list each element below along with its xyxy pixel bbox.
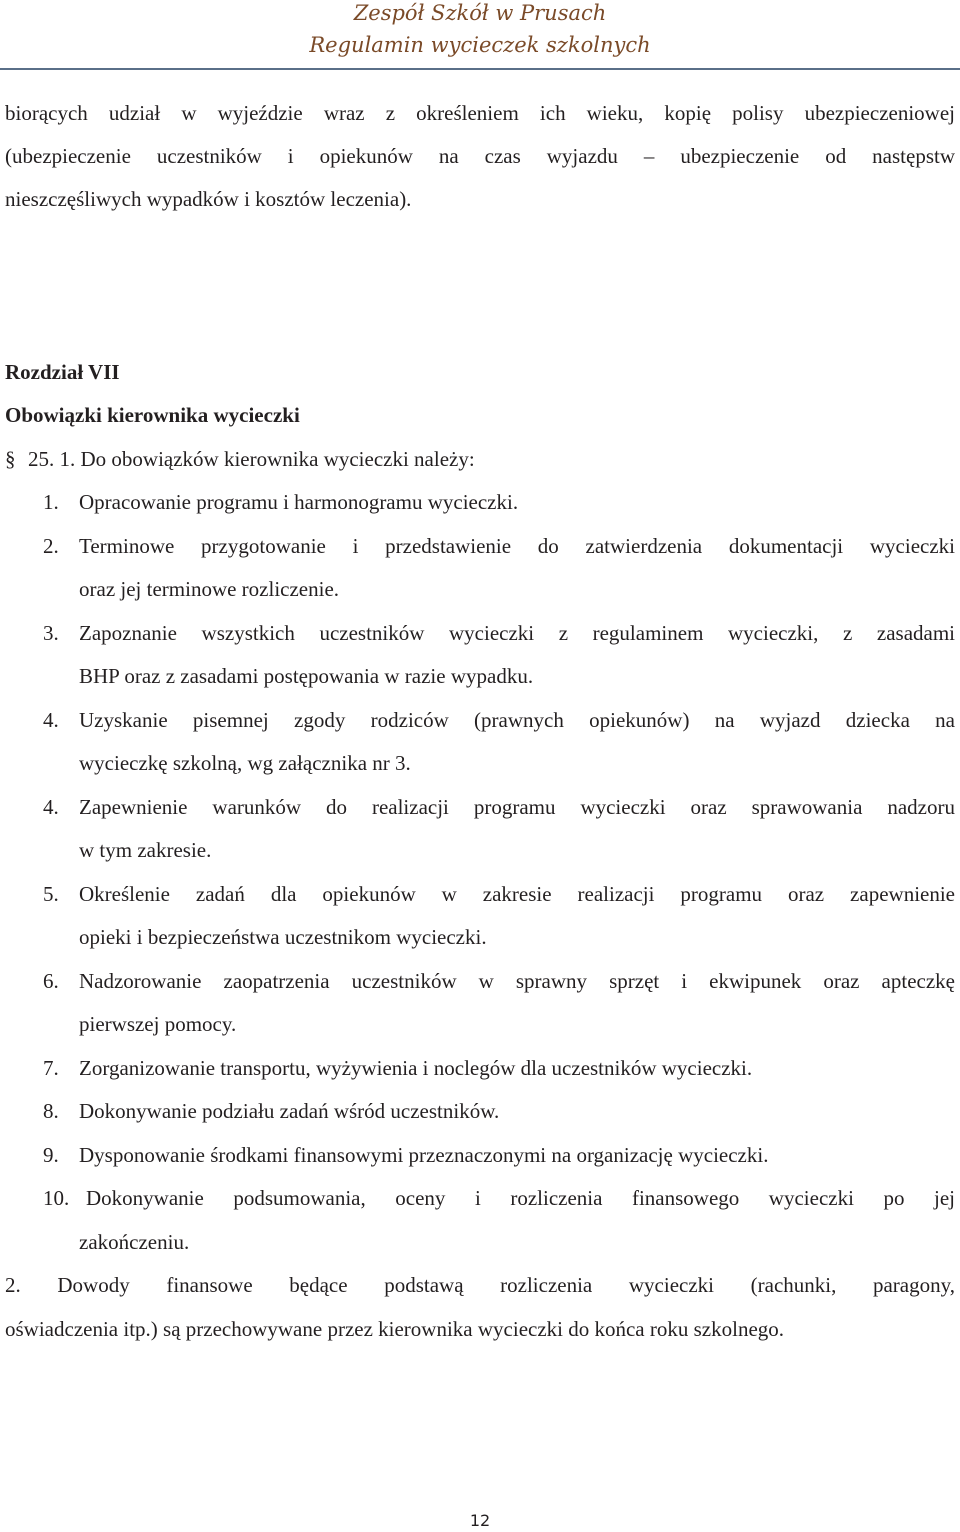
list-item-number: 1.	[43, 490, 59, 514]
list-item-number: 2.	[43, 534, 59, 558]
list-item-number: 7.	[43, 1056, 59, 1080]
header-school-name: Zespół Szkół w Prusach	[353, 1, 607, 25]
list-item-text: Uzyskanie pisemnej zgody rodziców (prawnych opiekunów) na wyjazd dziecka na	[79, 708, 955, 732]
closing-line: oświadczenia itp.) są przechowywane przez kierownika wycieczki do końca roku szkolnego.	[5, 1317, 785, 1341]
list-item-text: zakończeniu.	[79, 1230, 190, 1254]
header-divider	[0, 68, 960, 70]
list-item-text: w tym zakresie.	[79, 838, 212, 862]
list-item-text: Nadzorowanie zaopatrzenia uczestników w sprawny sprzęt i ekwipunek oraz apteczkę	[79, 969, 955, 993]
list-item-text: Dokonywanie podziału zadań wśród uczestników.	[79, 1099, 500, 1123]
list-item-number: 10.	[43, 1186, 70, 1210]
list-item-text: pierwszej pomocy.	[79, 1012, 237, 1036]
list-item-number: 4.	[43, 708, 59, 732]
list-item-text: oraz jej terminowe rozliczenie.	[79, 577, 340, 601]
list-item-text: BHP oraz z zasadami postępowania w razie wypadku.	[79, 664, 534, 688]
list-item-text: wycieczkę szkolną, wg załącznika nr 3.	[79, 751, 411, 775]
page-header	[0, 0, 960, 62]
list-item-number: 9.	[43, 1143, 59, 1167]
list-item-number: 6.	[43, 969, 59, 993]
list-item-text: Dysponowanie środkami finansowymi przeznaczonymi na organizację wycieczki.	[79, 1143, 769, 1167]
intro-line: nieszczęśliwych wypadków i kosztów leczenia).	[5, 187, 412, 211]
header-document-title: Regulamin wycieczek szkolnych	[309, 33, 651, 57]
list-item-text: Opracowanie programu i harmonogramu wycieczki.	[79, 490, 519, 514]
list-item-text: Zapoznanie wszystkich uczestników wycieczki z regulaminem wycieczki, z zasadami	[79, 621, 955, 645]
list-item-text: Określenie zadań dla opiekunów w zakresie realizacji programu oraz zapewnienie	[79, 882, 955, 906]
paragraph-lead: 25. 1. Do obowiązków kierownika wycieczki należy:	[28, 447, 475, 471]
list-item-text: Dokonywanie podsumowania, oceny i rozliczenia finansowego wycieczki po jej	[86, 1186, 955, 1210]
list-item-text: opieki i bezpieczeństwa uczestnikom wycieczki.	[79, 925, 487, 949]
list-item-number: 3.	[43, 621, 59, 645]
list-item-number: 5.	[43, 882, 59, 906]
chapter-number: Rozdział VII	[5, 360, 120, 384]
list-item-text: Zapewnienie warunków do realizacji programu wycieczki oraz sprawowania nadzoru	[79, 795, 955, 819]
paragraph-sign: §	[5, 447, 16, 471]
page-number: 12	[469, 1511, 491, 1530]
list-item-text: Zorganizowanie transportu, wyżywienia i noclegów dla uczestników wycieczki.	[79, 1056, 753, 1080]
list-item-text: Terminowe przygotowanie i przedstawienie do zatwierdzenia dokumentacji wycieczki	[79, 534, 955, 558]
chapter-title: Obowiązki kierownika wycieczki	[5, 403, 300, 427]
list-item-number: 8.	[43, 1099, 59, 1123]
list-item-number: 4.	[43, 795, 59, 819]
intro-line: (ubezpieczenie uczestników i opiekunów na czas wyjazdu – ubezpieczenie od następstw	[5, 144, 955, 168]
closing-line: 2. Dowody finansowe będące podstawą rozliczenia wycieczki (rachunki, paragony,	[5, 1273, 955, 1297]
intro-line: biorących udział w wyjeździe wraz z określeniem ich wieku, kopię polisy ubezpieczeniowej	[5, 101, 955, 125]
